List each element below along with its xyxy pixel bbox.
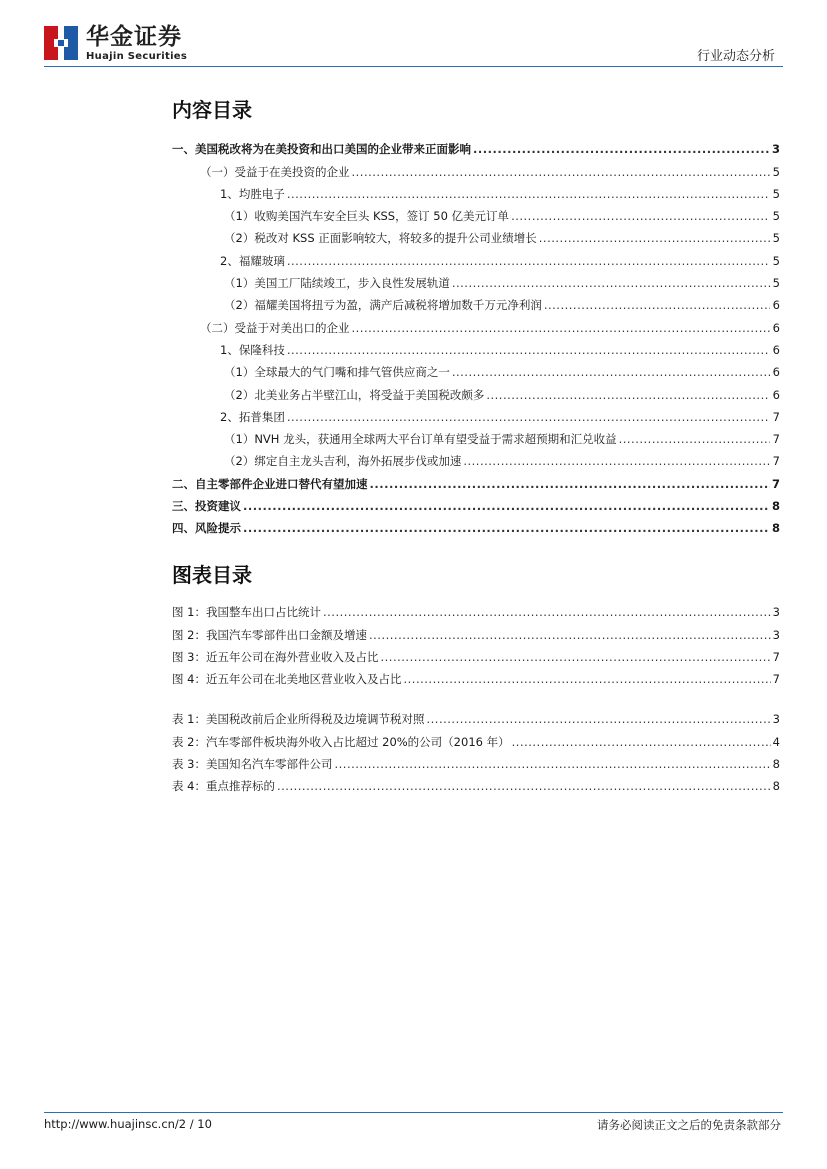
dot-leader <box>352 165 771 180</box>
dot-leader <box>323 605 771 620</box>
entry-page-number: 7 <box>772 649 780 664</box>
entry-page-number: 7 <box>772 672 780 687</box>
table-entry[interactable] <box>172 750 780 772</box>
table-entry[interactable] <box>172 727 780 749</box>
toc-list <box>172 135 780 536</box>
entry-title: （2）北美业务占半壁江山，将受益于美国税改颇多 <box>224 387 485 402</box>
entry-title: 图 1：我国整车出口占比统计 <box>172 605 321 620</box>
entry-title: 表 3：美国知名汽车零部件公司 <box>172 757 333 772</box>
toc-entry[interactable] <box>172 180 780 202</box>
entry-title: 四、风险提示 <box>172 521 241 536</box>
toc-entry[interactable] <box>172 202 780 224</box>
entry-page-number: 7 <box>772 454 780 469</box>
entry-title: （1）收购美国汽车安全巨头 KSS，签订 50 亿美元订单 <box>224 209 510 224</box>
dot-leader <box>287 254 770 269</box>
entry-title: 三、投资建议 <box>172 499 241 514</box>
dot-leader <box>452 365 770 380</box>
toc-entry[interactable] <box>172 313 780 335</box>
toc-entry[interactable] <box>172 336 780 358</box>
page-header <box>0 0 827 68</box>
figure-entry[interactable] <box>172 598 780 620</box>
entry-title: 1、保隆科技 <box>220 342 285 357</box>
dot-leader <box>287 187 770 202</box>
dot-leader <box>426 712 770 727</box>
huajin-logo-icon <box>44 26 78 60</box>
entry-title: 一、美国税改将为在美投资和出口美国的企业带来正面影响 <box>172 142 471 157</box>
toc-entry[interactable] <box>172 157 780 179</box>
figure-entry[interactable] <box>172 665 780 687</box>
table-entry[interactable] <box>172 772 780 794</box>
entry-title: 图 2：我国汽车零部件出口金额及增速 <box>172 627 367 642</box>
dot-leader <box>463 454 770 469</box>
dot-leader <box>452 276 770 291</box>
dot-leader <box>243 521 770 536</box>
toc-entry[interactable] <box>172 224 780 246</box>
entry-title: 2、拓普集团 <box>220 409 285 424</box>
footer-disclaimer: 请务必阅读正文之后的免责条款部分 <box>597 1118 781 1132</box>
footer-divider <box>44 1112 783 1113</box>
toc-title: 内容目录 <box>172 98 252 122</box>
dot-leader <box>473 142 770 157</box>
report-type-label: 行业动态分析 <box>696 49 775 64</box>
entry-page-number: 8 <box>772 757 780 772</box>
entry-title: 表 1：美国税改前后企业所得税及边境调节税对照 <box>172 712 425 727</box>
toc-entry[interactable] <box>172 380 780 402</box>
entry-page-number: 8 <box>772 779 780 794</box>
dot-leader <box>512 735 771 750</box>
entry-page-number: 5 <box>772 164 780 179</box>
dot-leader <box>352 321 771 336</box>
entry-page-number: 3 <box>771 142 780 157</box>
entry-title: （1）NVH 龙头，获通用全球两大平台订单有望受益于需求超预期和汇兑收益 <box>224 432 617 447</box>
entry-page-number: 5 <box>772 231 780 246</box>
toc-entry[interactable] <box>172 469 780 491</box>
dot-leader <box>511 209 770 224</box>
entry-page-number: 3 <box>772 627 780 642</box>
logo-english-name: Huajin Securities <box>86 51 188 62</box>
entry-title: 图 4：近五年公司在北美地区营业收入及占比 <box>172 672 402 687</box>
toc-entry[interactable] <box>172 291 780 313</box>
entry-title: （2）绑定自主龙头吉利，海外拓展步伐或加速 <box>224 454 462 469</box>
dot-leader <box>369 628 771 643</box>
entry-page-number: 6 <box>772 320 780 335</box>
entry-page-number: 4 <box>772 734 780 749</box>
entry-page-number: 8 <box>771 521 780 536</box>
entry-title: （二）受益于对美出口的企业 <box>200 320 350 335</box>
entry-page-number: 5 <box>772 276 780 291</box>
toc-entry[interactable] <box>172 358 780 380</box>
header-divider <box>44 66 783 67</box>
entry-title: （2）税改对 KSS 正面影响较大，将较多的提升公司业绩增长 <box>224 231 537 246</box>
entry-title: 2、福耀玻璃 <box>220 253 285 268</box>
entry-title: 图 3：近五年公司在海外营业收入及占比 <box>172 649 379 664</box>
entry-title: （1）美国工厂陆续竣工，步入良性发展轨道 <box>224 276 450 291</box>
toc-entry[interactable] <box>172 403 780 425</box>
entry-page-number: 6 <box>772 365 780 380</box>
entry-page-number: 8 <box>771 499 780 514</box>
toc-entry[interactable] <box>172 246 780 268</box>
dot-leader <box>403 672 770 687</box>
dot-leader <box>539 231 770 246</box>
logo-chinese-name: 华金证券 <box>86 24 182 50</box>
entry-page-number: 5 <box>772 209 780 224</box>
entry-page-number: 3 <box>772 605 780 620</box>
toc-entry[interactable] <box>172 425 780 447</box>
toc-entry[interactable] <box>172 514 780 536</box>
entry-page-number: 7 <box>772 409 780 424</box>
toc-entry[interactable] <box>172 135 780 157</box>
dot-leader <box>486 388 770 403</box>
entry-page-number: 6 <box>772 342 780 357</box>
entry-title: 1、均胜电子 <box>220 186 285 201</box>
entry-page-number: 5 <box>772 186 780 201</box>
entry-title: （2）福耀美国将扭亏为盈，满产后减税将增加数千万元净利润 <box>224 298 542 313</box>
figure-entry[interactable] <box>172 620 780 642</box>
entry-page-number: 5 <box>772 253 780 268</box>
figure-entry[interactable] <box>172 643 780 665</box>
toc-entry[interactable] <box>172 269 780 291</box>
list-spacer <box>172 687 780 705</box>
entry-page-number: 6 <box>772 298 780 313</box>
entry-title: 表 2：汽车零部件板块海外收入占比超过 20%的公司（2016 年） <box>172 734 510 749</box>
dot-leader <box>243 499 770 514</box>
figures-list <box>172 598 780 794</box>
figures-title: 图表目录 <box>172 563 252 587</box>
dot-leader <box>277 779 771 794</box>
dot-leader <box>334 757 770 772</box>
toc-entry[interactable] <box>172 447 780 469</box>
entry-title: 表 4：重点推荐标的 <box>172 779 275 794</box>
entry-page-number: 7 <box>772 432 780 447</box>
entry-title: （一）受益于在美投资的企业 <box>200 164 350 179</box>
footer-url-page[interactable]: http://www.huajinsc.cn/2 / 10 <box>44 1117 212 1131</box>
dot-leader <box>380 650 770 665</box>
dot-leader <box>287 410 770 425</box>
entry-title: （1）全球最大的气门嘴和排气管供应商之一 <box>224 365 450 380</box>
toc-entry[interactable] <box>172 492 780 514</box>
entry-title: 二、自主零部件企业进口替代有望加速 <box>172 476 368 491</box>
entry-page-number: 6 <box>772 387 780 402</box>
dot-leader <box>370 477 770 492</box>
dot-leader <box>287 343 770 358</box>
dot-leader <box>544 298 770 313</box>
entry-page-number: 7 <box>771 476 780 491</box>
entry-page-number: 3 <box>772 712 780 727</box>
dot-leader <box>619 432 770 447</box>
table-entry[interactable] <box>172 705 780 727</box>
